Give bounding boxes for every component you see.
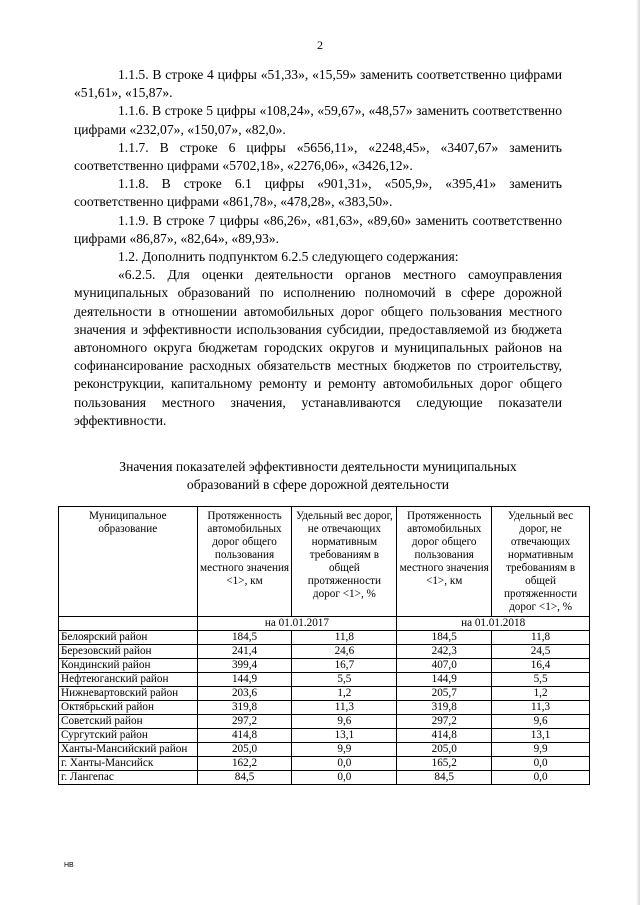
- cell-length-2017: 203,6: [197, 687, 292, 701]
- table-row: [59, 757, 590, 771]
- cell-length-2018: 165,2: [397, 757, 492, 771]
- table-row: [59, 631, 590, 645]
- cell-length-2017: 241,4: [197, 645, 292, 659]
- cell-share-2018: 24,5: [492, 645, 590, 659]
- cell-share-2017: 9,9: [292, 743, 397, 757]
- header-share-2017: Удельный вес дорог, не отвечающих нормативным требованиям в общей протяженности дорог <1>, %: [292, 507, 397, 617]
- cell-share-2017: 0,0: [292, 757, 397, 771]
- cell-length-2018: 297,2: [397, 715, 492, 729]
- table-row: [59, 743, 590, 757]
- cell-share-2017: 1,2: [292, 687, 397, 701]
- cell-municipality: г. Лангепас: [59, 771, 198, 785]
- cell-length-2018: 319,8: [397, 701, 492, 715]
- cell-municipality: Белоярский район: [59, 631, 198, 645]
- cell-length-2017: 297,2: [197, 715, 292, 729]
- cell-length-2018: 414,8: [397, 729, 492, 743]
- cell-municipality: Нефтеюганский район: [59, 673, 198, 687]
- paragraph-1-1-6: 1.1.6. В строке 5 цифры «108,24», «59,67», «48,57» заменить соответственно цифрами «232,07», «150,07», «82,0».: [74, 103, 562, 137]
- paragraph-1-1-8: 1.1.8. В строке 6.1 цифры «901,31», «505,9», «395,41» заменить соответственно цифрами «861,78», «478,28», «383,50».: [74, 176, 562, 210]
- table-row: [59, 715, 590, 729]
- cell-share-2017: 0,0: [292, 771, 397, 785]
- cell-share-2018: 11,8: [492, 631, 590, 645]
- cell-length-2018: 205,7: [397, 687, 492, 701]
- cell-share-2017: 5,5: [292, 673, 397, 687]
- cell-share-2018: 1,2: [492, 687, 590, 701]
- table-title-line-1: Значения показателей эффективности деятельности муниципальных: [119, 459, 517, 474]
- cell-municipality: Кондинский район: [59, 659, 198, 673]
- cell-share-2017: 13,1: [292, 729, 397, 743]
- table-header-row: [59, 507, 590, 617]
- period-2017: на 01.01.2017: [197, 617, 397, 631]
- cell-share-2017: 11,8: [292, 631, 397, 645]
- cell-length-2017: 399,4: [197, 659, 292, 673]
- cell-length-2017: 319,8: [197, 701, 292, 715]
- cell-share-2017: 11,3: [292, 701, 397, 715]
- cell-municipality: Октябрьский район: [59, 701, 198, 715]
- table-title: [74, 458, 562, 494]
- cell-municipality: Советский район: [59, 715, 198, 729]
- table-row: [59, 673, 590, 687]
- cell-length-2017: 414,8: [197, 729, 292, 743]
- table-row: [59, 771, 590, 785]
- period-row: [59, 617, 590, 631]
- cell-municipality: Сургутский район: [59, 729, 198, 743]
- cell-length-2018: 205,0: [397, 743, 492, 757]
- cell-municipality: Нижневартовский район: [59, 687, 198, 701]
- cell-share-2018: 9,9: [492, 743, 590, 757]
- table-body: [59, 631, 590, 785]
- table-title-line-2: образований в сфере дорожной деятельности: [186, 477, 450, 492]
- cell-length-2018: 184,5: [397, 631, 492, 645]
- header-length-2018: Протяженность автомобильных дорог общего пользования местного значения <1>, км: [397, 507, 492, 617]
- cell-length-2018: 242,3: [397, 645, 492, 659]
- paragraph-1-1-9: 1.1.9. В строке 7 цифры «86,26», «81,63», «89,60» заменить соответственно цифрами «86,87», «82,64», «89,93».: [74, 212, 562, 246]
- cell-length-2017: 184,5: [197, 631, 292, 645]
- period-empty-cell: [59, 617, 198, 631]
- table-row: [59, 659, 590, 673]
- cell-length-2018: 144,9: [397, 673, 492, 687]
- table-row: [59, 645, 590, 659]
- cell-share-2018: 16,4: [492, 659, 590, 673]
- paragraph-1-1-5: 1.1.5. В строке 4 цифры «51,33», «15,59» заменить соответственно цифрами «51,61», «15,87».: [74, 67, 562, 101]
- cell-share-2018: 5,5: [492, 673, 590, 687]
- indicators-table: [58, 506, 590, 785]
- cell-length-2018: 407,0: [397, 659, 492, 673]
- header-municipality: Муниципальное образование: [59, 507, 198, 617]
- period-2018: на 01.01.2018: [397, 617, 590, 631]
- cell-length-2017: 205,0: [197, 743, 292, 757]
- cell-municipality: Березовский район: [59, 645, 198, 659]
- cell-municipality: Ханты-Мансийский район: [59, 743, 198, 757]
- paragraph-1-2: 1.2. Дополнить подпунктом 6.2.5 следующего содержания:: [118, 249, 459, 265]
- footer-mark: HB: [64, 862, 74, 869]
- paragraph-1-1-7: 1.1.7. В строке 6 цифры «5656,11», «2248,45», «3407,67» заменить соответственно цифрами «5702,18», «2276,06», «3426,12».: [74, 139, 562, 174]
- page-number: 2: [317, 38, 323, 52]
- body-text: [74, 66, 562, 430]
- cell-share-2018: 11,3: [492, 701, 590, 715]
- cell-share-2017: 16,7: [292, 659, 397, 673]
- cell-share-2018: 9,6: [492, 715, 590, 729]
- table-row: [59, 687, 590, 701]
- header-length-2017: Протяженность автомобильных дорог общего пользования местного значения <1>, км: [197, 507, 292, 617]
- cell-length-2017: 162,2: [197, 757, 292, 771]
- header-share-2018: Удельный вес дорог, не отвечающих нормативным требованиям в общей протяженности дорог <1>, %: [492, 507, 590, 617]
- cell-length-2017: 144,9: [197, 673, 292, 687]
- cell-municipality: г. Ханты-Мансийск: [59, 757, 198, 771]
- table-row: [59, 701, 590, 715]
- cell-share-2018: 13,1: [492, 729, 590, 743]
- cell-share-2018: 0,0: [492, 757, 590, 771]
- cell-share-2018: 0,0: [492, 771, 590, 785]
- cell-share-2017: 24,6: [292, 645, 397, 659]
- paragraph-6-2-5: «6.2.5. Для оценки деятельности органов местного самоуправления муниципальных образований по исполнению полномочий в сфере дорожной деятельности в отношении автомобильных дорог общего пользования местного значения и эффективности использования субсидии, предоставляемой из бюджета автономного округа бюджетам городских округов и муниципальных районов на софинансирование расходных обязательств местных бюджетов по строительству, реконструкции, капитальному ремонту и ремонту автомобильных дорог общего пользования местного значения, устанавливаются следующие показатели эффективности.: [74, 267, 562, 428]
- cell-share-2017: 9,6: [292, 715, 397, 729]
- cell-length-2018: 84,5: [397, 771, 492, 785]
- table-row: [59, 729, 590, 743]
- scan-edge-shadow: [636, 0, 640, 905]
- cell-length-2017: 84,5: [197, 771, 292, 785]
